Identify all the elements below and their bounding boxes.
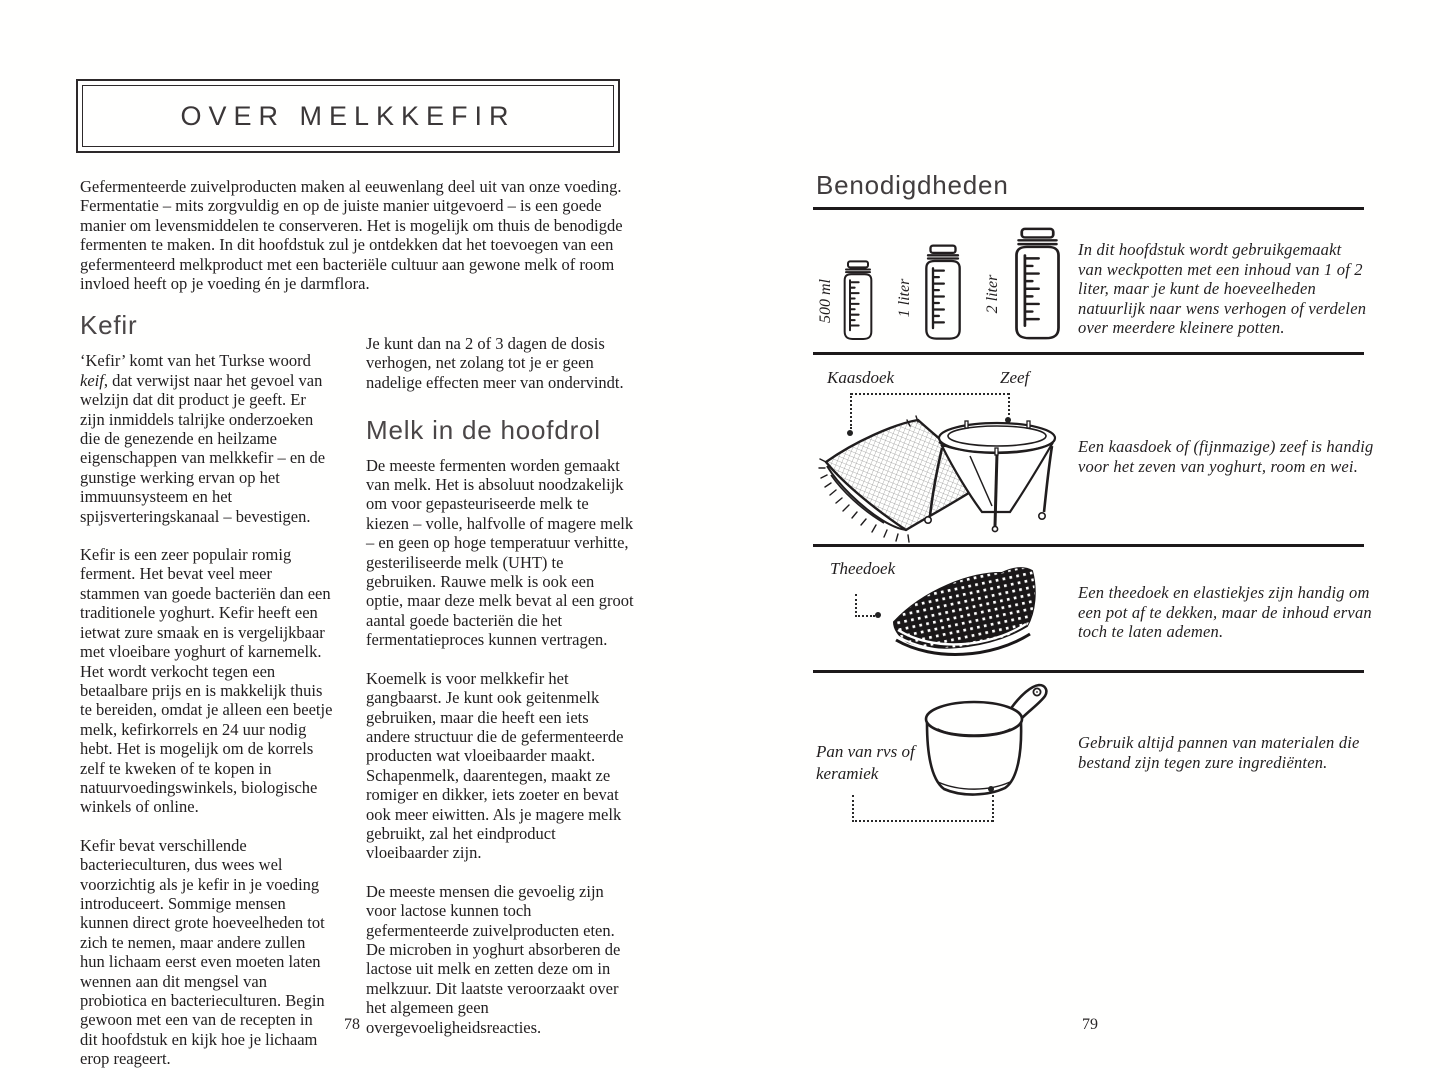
milk-paragraph-2: Koemelk is voor melkkefir het gangbaarst. Je kunt ook geitenmelk gebruiken, maar die heeft een iets andere structuur die de gefermenteerde producten wat vloeibaarder maakt. Schapenmelk, daarentegen, maakt ze romiger en dikker, iets zoeter en bevat ook meer eiwitten. Als je magere melk gebruikt, zal het eindproduct vloeibaarder zijn.	[366, 668, 624, 863]
jar-500ml-illustration	[838, 260, 878, 341]
column-milk	[366, 334, 634, 1056]
leader-line	[852, 795, 854, 822]
jar-1liter-illustration	[918, 244, 968, 341]
page-number-right: 79	[1082, 1016, 1098, 1033]
leader-line	[855, 615, 875, 617]
jar-label-2liter: 2 liter	[984, 274, 1001, 314]
chapter-title: OVER MELKKEFIR	[180, 100, 516, 131]
milk-paragraph-1: De meeste fermenten worden gemaakt van melk. Het is absoluut noodzakelijk om voor gepasteuriseerde melk te kiezen – volle, halfvolle of magere melk – en geen op hoge temperatuur verhitte, gesteriliseerde melk (UHT) te gebruiken. Rauwe melk is ook een optie, maar deze melk bevat al een groot aantal goede bacteriën die het fermentatieproces kunnen vertragen.	[366, 455, 634, 650]
kefir-paragraph-1	[80, 351, 334, 526]
milk-paragraph-3: De meeste mensen die gevoelig zijn voor lactose kunnen toch gefermenteerde zuivelproducten eten. De microben in yoghurt absorberen de lactose uit melk en zetten deze om in melkzuur. Dit laatste veroorzaakt over het algemeen geen overgevoeligheidsreacties.	[366, 881, 621, 1037]
strain-note: Een kaasdoek of (fijnmazige) zeef is handig voor het zeven van yoghurt, room en wei.	[1078, 437, 1374, 476]
divider-rule	[813, 352, 1364, 355]
jar-2liter-illustration	[1006, 227, 1069, 341]
chapter-title-inner-border	[82, 85, 614, 147]
jar-label-1liter: 1 liter	[896, 278, 913, 318]
kaasdoek-label: Kaasdoek	[827, 368, 895, 387]
kefir-heading: Kefir	[80, 310, 138, 340]
milk-heading: Melk in de hoofdrol	[366, 415, 601, 446]
zeef-label: Zeef	[1000, 368, 1030, 387]
divider-rule	[813, 670, 1364, 673]
leader-line	[992, 795, 994, 822]
divider-rule	[813, 544, 1364, 547]
page-number-left: 78	[344, 1016, 360, 1033]
chapter-title-box	[76, 79, 620, 153]
jar-label-500ml: 500 ml	[817, 279, 834, 323]
leader-dot	[875, 612, 881, 618]
leader-line	[852, 820, 993, 822]
pan-label: Pan van rvs of keramiek	[816, 742, 915, 783]
benodigdheden-heading: Benodigdheden	[816, 170, 1009, 200]
kefir-paragraph-3: Kefir bevat verschillende bacterieculturen, dus wees wel voorzichtig als je kefir in je voeding introduceert. Sommige mensen kunnen direct grote hoeveelheden tot zich te nemen, maar andere zullen hun lichaam eerst even moeten laten wennen aan dit mengsel van probiotica en bacterieculturen. Begin gewoon met een van de recepten in dit hoofdstuk en kijk hoe je lichaam erop reageert.	[80, 835, 325, 1068]
theedoek-label: Theedoek	[830, 559, 896, 578]
leader-line	[855, 594, 857, 617]
pan-note: Gebruik altijd pannen van materialen die bestand zijn tegen zure ingrediënten.	[1078, 733, 1360, 772]
leader-line	[851, 393, 1009, 395]
kefir-p1-lead: ‘Kefir’ komt van het Turkse woord	[80, 351, 311, 371]
jars-note: In dit hoofdstuk wordt gebruikgemaakt van weckpotten met een inhoud van 1 of 2 liter, maar je kunt de hoeveelheden natuurlijk naar wens verhogen of verdelen over meerdere kleinere potten.	[1078, 240, 1367, 338]
kefir-p1-rest: , dat verwijst naar het gevoel van welzijn dat dit product je geeft. Er zijn inmiddels talrijke onderzoeken die de genezende en heilzame eigenschappen van melkkefir – en de gunstige werking ervan op het immuunsysteem en het spijsverteringskanaal – bevestigen.	[80, 370, 326, 526]
leader-dot	[988, 786, 994, 792]
kefir-paragraph-2: Kefir is een zeer populair romig ferment. Het bevat veel meer stammen van goede bacteriën dan een traditionele yoghurt. Kefir heeft een ietwat zure smaak en is vergelijkbaar met vloeibare yoghurt of karnemelk. Het wordt verkocht tegen een betaalbare prijs en is makkelijk thuis te bereiden, omdat je alleen een beetje melk, kefirkorrels en 24 uur nodig hebt. Het is mogelijk om de korrels zelf te kweken of te kopen in natuurvoedingswinkels, biologische winkels of online.	[80, 545, 333, 817]
cheesecloth-and-sieve-illustration	[818, 398, 1070, 550]
tea-towel-illustration	[884, 560, 1044, 662]
column-kefir	[80, 310, 334, 1068]
kefir-p1-italic-word: keif	[80, 370, 104, 390]
intro-paragraph: Gefermenteerde zuivelproducten maken al eeuwenlang deel uit van onze voeding. Fermentatie – mits zorgvuldig en op de juiste manier uitgevoerd – is een goede manier om levensmiddelen te conserveren. Het is mogelijk om thuis de benodigde fermenten te maken. In dit hoofdstuk zul je ontdekken dat het toevoegen van een gefermenteerd melkproduct met een bacteriële cultuur aan gewone melk of room invloed heeft op je voeding én je darmflora.	[80, 177, 623, 294]
divider-rule	[813, 207, 1364, 210]
saucepan-illustration	[918, 681, 1050, 817]
towel-note: Een theedoek en elastiekjes zijn handig om een pot af te dekken, maar de inhoud ervan toch te laten ademen.	[1078, 583, 1372, 642]
milk-paragraph-0: Je kunt dan na 2 of 3 dagen de dosis verhogen, net zolang tot je er geen nadelige effecten meer van ondervindt.	[366, 334, 624, 392]
